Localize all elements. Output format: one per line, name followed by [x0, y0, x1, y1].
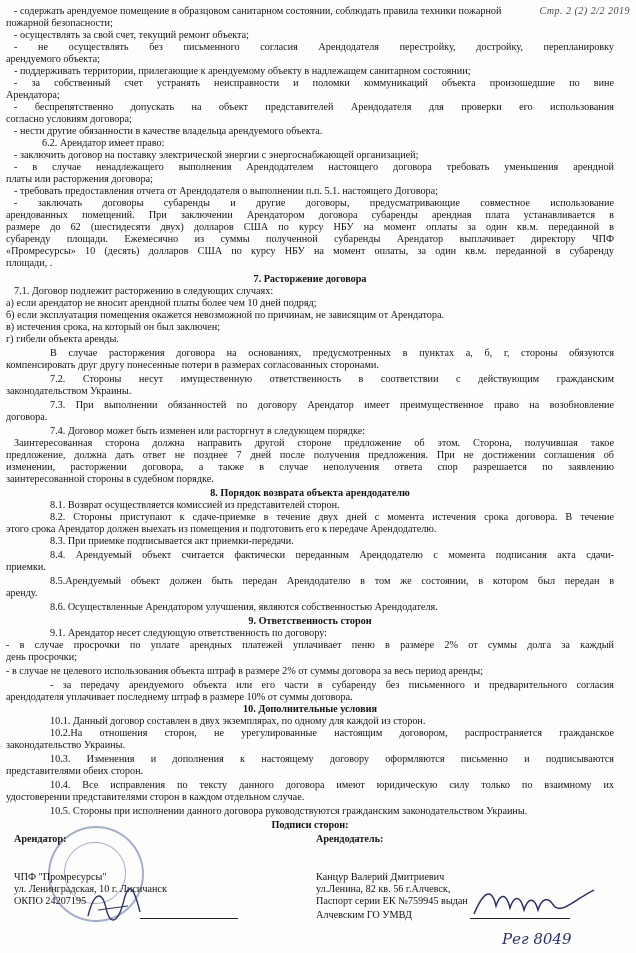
text-line: заинтересованной стороны в судебном порядке. [6, 474, 214, 485]
text-line: В случае расторжения договора на основаниях, предусмотренных в пунктах а, б, г, стороны обязуются [50, 348, 614, 359]
text-line: субаренду площади. Ежемесячно из суммы полученной субаренды Арендатор выплачивает директору ЧПФ [6, 234, 614, 245]
landlord-label: Арендодатель: [316, 834, 384, 845]
landlord-address: ул.Ленина, 82 кв. 56 г.Алчевск, [316, 884, 451, 895]
text-line: удостоверении представителями сторон в каждом отдельном случае. [6, 792, 305, 803]
text-line: - за передачу арендуемого объекта или его части в субаренду без письменного и предварительного согласия [50, 680, 614, 691]
tenant-label: Арендатор: [14, 834, 67, 845]
text-line: - требовать предоставления отчета от Арендодателя о выполнении п.п. 5.1. настоящего Договора; [14, 186, 438, 197]
section-heading-10: 10. Дополнительные условия [243, 704, 377, 715]
text-line: 7.3. При выполнении обязанностей по договору Арендатор имеет преимущественное право на возобновление [50, 400, 614, 411]
text-line: 8.1. Возврат осуществляется комиссией из представителей сторон. [50, 500, 340, 511]
landlord-name: Канцур Валерий Дмитриевич [316, 872, 445, 883]
text-line: 10.1. Данный договор составлен в двух экземплярах, по одному для каждой из сторон. [50, 716, 426, 727]
text-line: 6.2. Арендатор имеет право: [42, 138, 165, 149]
text-line: - в случае просрочки по уплате арендных платежей уплачивает пеню в размере 2% от суммы долга за каждый [6, 640, 614, 651]
text-line: пожарной безопасности; [6, 18, 113, 29]
text-line: договора. [6, 412, 48, 423]
page-corner-note: Стр. 2 (2) 2/2 2019 [539, 6, 630, 17]
text-line: Арендатора; [6, 90, 60, 101]
text-line: 7.2. Стороны несут имущественную ответственность в соответствии с действующим гражданским [50, 374, 614, 385]
text-line: арендованных помещений. При заключении Арендатором договора субаренды арендная плата устанавливается в [6, 210, 614, 221]
text-line: - беспрепятственно допускать на объект представителей Арендодателя для проверки его использования [14, 102, 614, 113]
tenant-okpo: ОКПО 24207195 [14, 896, 87, 907]
text-line: Заинтересованная сторона должна направить другой стороне предложение об этом. Сторона, получившая такое [14, 438, 614, 449]
text-line: - не осуществлять без письменного согласия Арендодателя перестройку, достройку, перепланировку [14, 42, 614, 53]
text-line: - нести другие обязанности в качестве владельца арендуемого объекта. [14, 126, 323, 137]
text-line: б) если эксплуатация помещения окажется невозможной по причинам, не зависящим от Арендатора. [6, 310, 445, 321]
tenant-signature [84, 886, 144, 926]
landlord-issuer: Алчевским ГО УМВД [316, 910, 412, 921]
text-line: 10.5. Стороны при исполнении данного договора руководствуются гражданским законодательством Украины. [50, 806, 528, 817]
landlord-passport: Паспорт серии ЕК №759945 выдан [316, 896, 468, 907]
text-line: «Промресурсы» 10 (десять) долларов США по курсу НБУ на момент оплаты, за один кв.м. переданной в субаренду [6, 246, 614, 257]
text-line: 8.6. Осуществленные Арендатором улучшения, являются собственностью Арендодателя. [50, 602, 438, 613]
text-line: 10.2.На отношения сторон, не урегулированные настоящим договором, распространяется гражданское [50, 728, 614, 739]
text-line: законодательство Украины. [6, 740, 125, 751]
text-line: платы или расторжения договора; [6, 174, 153, 185]
text-line: площади, . [6, 258, 53, 269]
text-line: 8.5.Арендуемый объект должен быть передан Арендодателю в том же состоянии, в котором был передан в [50, 576, 614, 587]
text-line: в) истечения срока, на который он был заключен; [6, 322, 221, 333]
text-line: г) гибели объекта аренды. [6, 334, 119, 345]
text-line: согласно условиям договора; [6, 114, 132, 125]
text-line: - заключить договор на поставку электрической энергии с энергоснабжающей организацией; [14, 150, 419, 161]
tenant-signature-line [140, 918, 238, 919]
text-line: день просрочки; [6, 652, 78, 663]
text-line: - за собственный счет устранять неисправности и поломки коммуникаций объекта произошедшие по вине [14, 78, 614, 89]
text-line: - содержать арендуемое помещение в образцовом санитарном состоянии, соблюдать правила техники пожарной [14, 6, 502, 17]
text-line: компенсировать друг другу понесенные потери в размерах согласованных сторонами. [6, 360, 379, 371]
text-line: размере до 62 (шестидесяти двух) долларов США по курсу НБУ на момент оплаты за один кв.м. переданной в [6, 222, 614, 233]
text-line: 8.2. Стороны приступают к сдаче-приемке в течение двух дней с момента истечения срока договора. В течение [50, 512, 614, 523]
text-line: 8.3. При приемке подписывается акт приемки-передачи. [50, 536, 294, 547]
text-line: 7.4. Договор может быть изменен или расторгнут в следующем порядке: [50, 426, 366, 437]
tenant-name: ЧПФ "Промресурсы" [14, 872, 107, 883]
text-line: - осуществлять за свой счет, текущий ремонт объекта; [14, 30, 249, 41]
text-line: 9.1. Арендатор несет следующую ответственность по договору: [50, 628, 328, 639]
text-line: - поддерживать территории, прилегающие к арендуемому объекту в надлежащем санитарном состоянии; [14, 66, 471, 77]
text-line: представителями обеих сторон. [6, 766, 144, 777]
text-line: этого срока Арендатор должен выехать из помещения и подготовить его к передаче Арендодателю. [6, 524, 437, 535]
section-heading-7: 7. Расторжение договора [253, 274, 367, 285]
text-line: 10.3. Изменения и дополнения к настоящему договору оформляются письменно и подписываются [50, 754, 614, 765]
text-line: - заключать договоры субаренды и другие договоры, предусматривающие совместное использование [14, 198, 614, 209]
text-line: приемки. [6, 562, 46, 573]
section-heading-8: 8. Порядок возврата объекта арендодателю [210, 488, 410, 499]
tenant-address: ул. Ленинградская, 10 г. Лисичанск [14, 884, 167, 895]
handwritten-registration-note: Рег 8049 [502, 930, 572, 948]
text-line: изменении, расторжении договора, а также в случае неполучения ответа спор разрешается по заявлению [6, 462, 614, 473]
text-line: законодательством Украины. [6, 386, 132, 397]
text-line: арендодателя уплачивает последнему штраф в размере 10% от суммы договора. [6, 692, 353, 703]
text-line: 7.1. Договор подлежит расторжению в следующих случаях: [14, 286, 274, 297]
text-line: аренду. [6, 588, 38, 599]
text-line: 8.4. Арендуемый объект считается фактически переданным Арендодателю с момента подписания акта сдачи- [50, 550, 614, 561]
text-line: предложение, должна дать ответ не позднее 7 дней после получения предложения. При не достижении соглашения об [6, 450, 614, 461]
text-line: арендуемого объекта; [6, 54, 100, 65]
signatures-heading: Подписи сторон: [271, 820, 349, 831]
section-heading-9: 9. Ответственность сторон [248, 616, 372, 627]
text-line: - в случае не целевого использования объекта штраф в размере 2% от суммы договора за весь период аренды; [6, 666, 483, 677]
landlord-signature [470, 880, 600, 924]
text-line: 10.4. Все исправления по тексту данного договора имеют юридическую силу только по взаимному их [50, 780, 614, 791]
text-line: а) если арендатор не вносит арендной платы более чем 10 дней подряд; [6, 298, 317, 309]
text-line: - в случае ненадлежащего выполнения Арендодателем настоящего договора требовать уменьшения арендной [14, 162, 614, 173]
